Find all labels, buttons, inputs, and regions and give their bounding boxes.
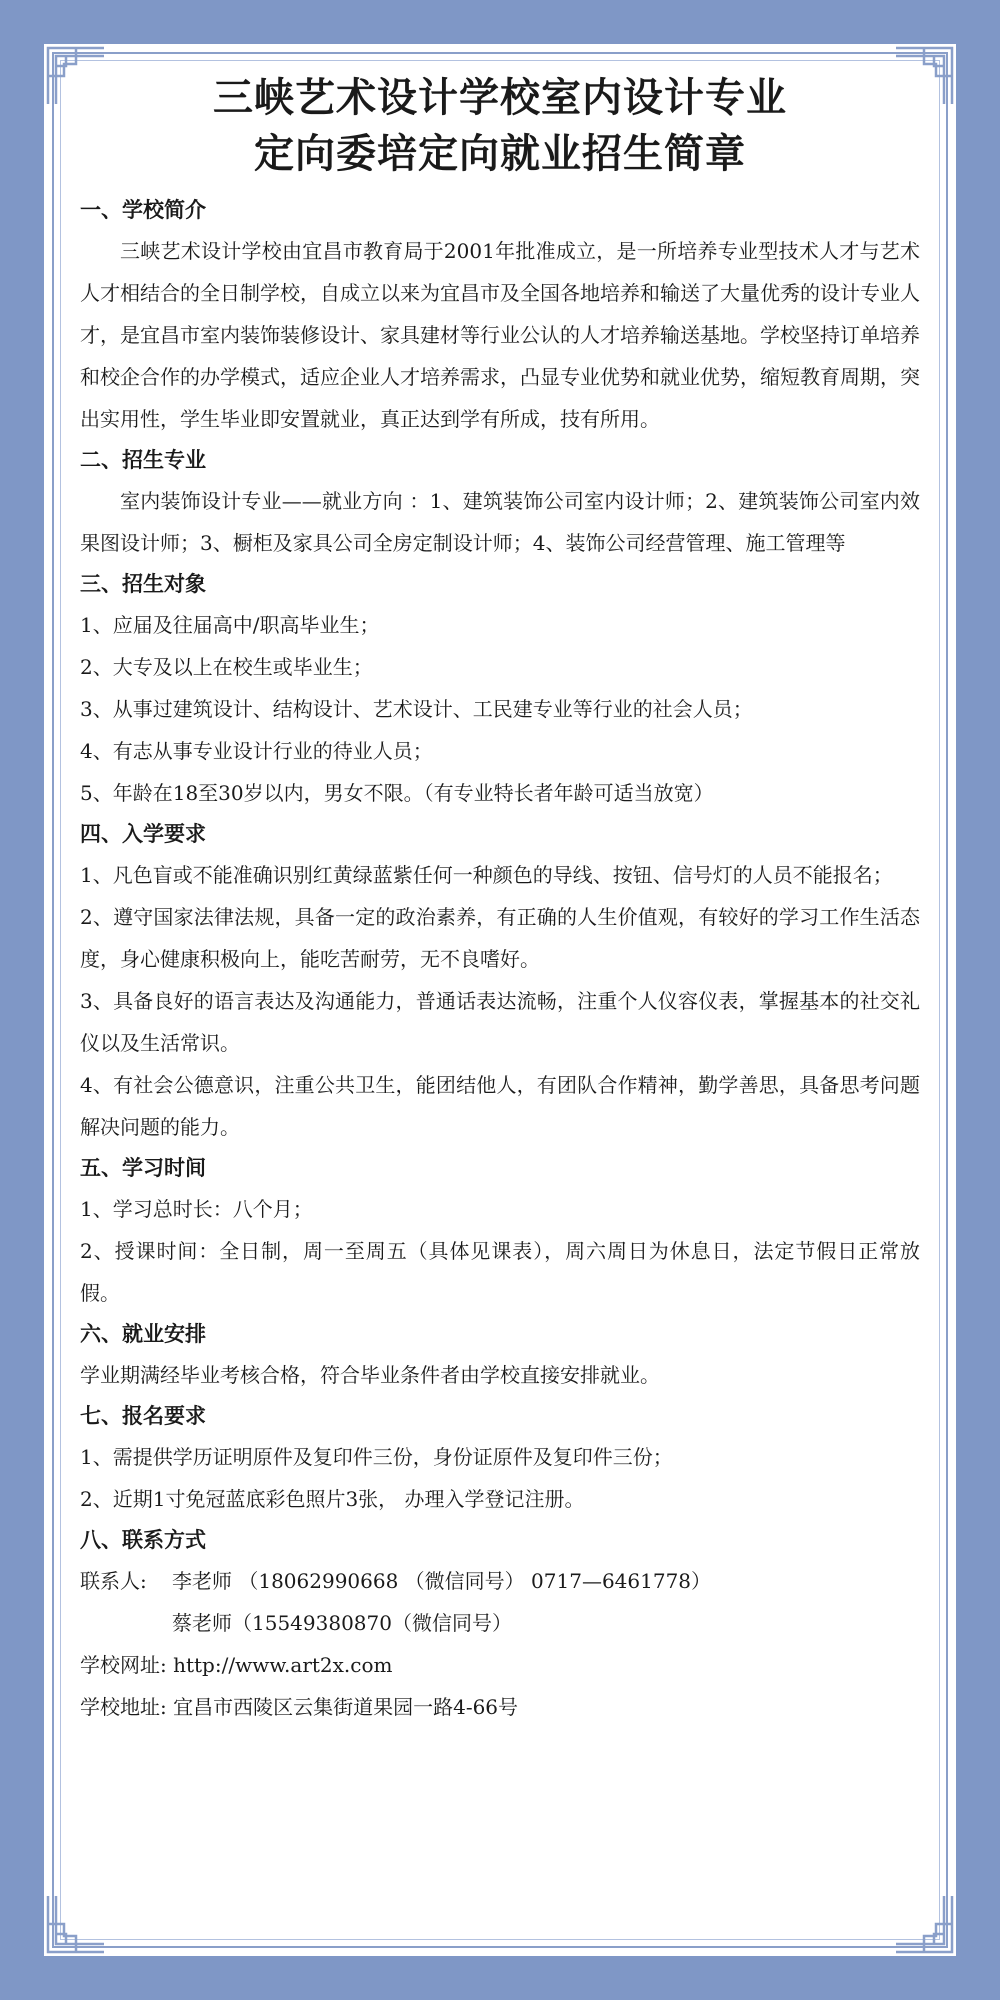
corner-ornament-icon [46, 1894, 106, 1954]
section-target-students [80, 564, 920, 814]
section-heading: 一、学校简介 [80, 197, 206, 222]
section-heading: 八、联系方式 [80, 1527, 206, 1552]
list-item: 2、遵守国家法律法规，具备一定的政治素养，有正确的人生价值观，有较好的学习工作生活态度，身心健康积极向上，能吃苦耐劳，无不良嗜好。 [80, 905, 920, 971]
contact-label: 联系人: [80, 1569, 147, 1593]
section-body: 三峡艺术设计学校由宜昌市教育局于2001年批准成立，是一所培养专业型技术人才与艺术人才相结合的全日制学校，自成立以来为宜昌市及全国各地培养和输送了大量优秀的设计专业人才，是宜昌市室内装饰装修设计、家具建材等行业公认的人才培养输送基地。学校坚持订单培养和校企合作的办学模式，适应企业人才培养需求，凸显专业优势和就业优势，缩短教育周期，突出实用性，学生毕业即安置就业，真正达到学有所成，技有所用。 [80, 239, 920, 431]
list-item: 2、大专及以上在校生或毕业生； [80, 655, 373, 679]
section-admission-requirements [80, 814, 920, 1148]
section-study-time [80, 1148, 920, 1314]
page-title [80, 70, 920, 182]
contact-row [80, 1602, 920, 1644]
list-item: 4、有社会公德意识，注重公共卫生，能团结他人，有团队合作精神，勤学善思，具备思考问题解决问题的能力。 [80, 1073, 920, 1139]
section-contact [80, 1520, 920, 1728]
contact-teacher-cai: 蔡老师（15549380870（微信同号） [172, 1611, 512, 1635]
title-line-2: 定向委培定向就业招生简章 [254, 130, 746, 177]
title-line-1: 三峡艺术设计学校室内设计专业 [213, 74, 787, 121]
corner-ornament-icon [894, 1894, 954, 1954]
list-item: 1、需提供学历证明原件及复印件三份，身份证原件及复印件三份； [80, 1445, 673, 1469]
poster-content [80, 70, 920, 1728]
section-body: 学业期满经毕业考核合格，符合毕业条件者由学校直接安排就业。 [80, 1363, 660, 1387]
section-majors [80, 440, 920, 564]
section-registration [80, 1396, 920, 1520]
list-item: 3、具备良好的语言表达及沟通能力，普通话表达流畅，注重个人仪容仪表，掌握基本的社交礼仪以及生活常识。 [80, 989, 920, 1055]
section-heading: 二、招生专业 [80, 447, 206, 472]
section-heading: 五、学习时间 [80, 1155, 206, 1180]
contact-teacher-li: 李老师 （18062990668 （微信同号） 0717—6461778） [172, 1569, 712, 1593]
section-heading: 七、报名要求 [80, 1403, 206, 1428]
school-website: 学校网址: http://www.art2x.com [80, 1653, 393, 1677]
list-item: 1、学习总时长：八个月； [80, 1197, 313, 1221]
list-item: 4、有志从事专业设计行业的待业人员； [80, 739, 433, 763]
list-item: 2、近期1寸免冠蓝底彩色照片3张， 办理入学登记注册。 [80, 1487, 585, 1511]
list-item: 1、应届及往届高中/职高毕业生； [80, 613, 380, 637]
list-item: 1、凡色盲或不能准确识别红黄绿蓝紫任何一种颜色的导线、按钮、信号灯的人员不能报名； [80, 863, 893, 887]
list-item: 5、年龄在18至30岁以内，男女不限。（有专业特长者年龄可适当放宽） [80, 781, 714, 805]
list-item: 3、从事过建筑设计、结构设计、艺术设计、工民建专业等行业的社会人员； [80, 697, 753, 721]
contact-spacer [80, 1602, 172, 1644]
contact-row [80, 1560, 920, 1602]
section-school-intro [80, 190, 920, 440]
section-heading: 六、就业安排 [80, 1321, 206, 1346]
section-heading: 三、招生对象 [80, 571, 206, 596]
section-heading: 四、入学要求 [80, 821, 206, 846]
section-body: 室内装饰设计专业——就业方向 ：1、建筑装饰公司室内设计师；2、建筑装饰公司室内效果图设计师；3、橱柜及家具公司全房定制设计师；4、装饰公司经营管理、施工管理等 [80, 489, 920, 555]
school-address: 学校地址: 宜昌市西陵区云集街道果园一路4-66号 [80, 1695, 519, 1719]
list-item: 2、授课时间：全日制，周一至周五（具体见课表），周六周日为休息日，法定节假日正常放假。 [80, 1239, 920, 1305]
section-employment [80, 1314, 920, 1396]
